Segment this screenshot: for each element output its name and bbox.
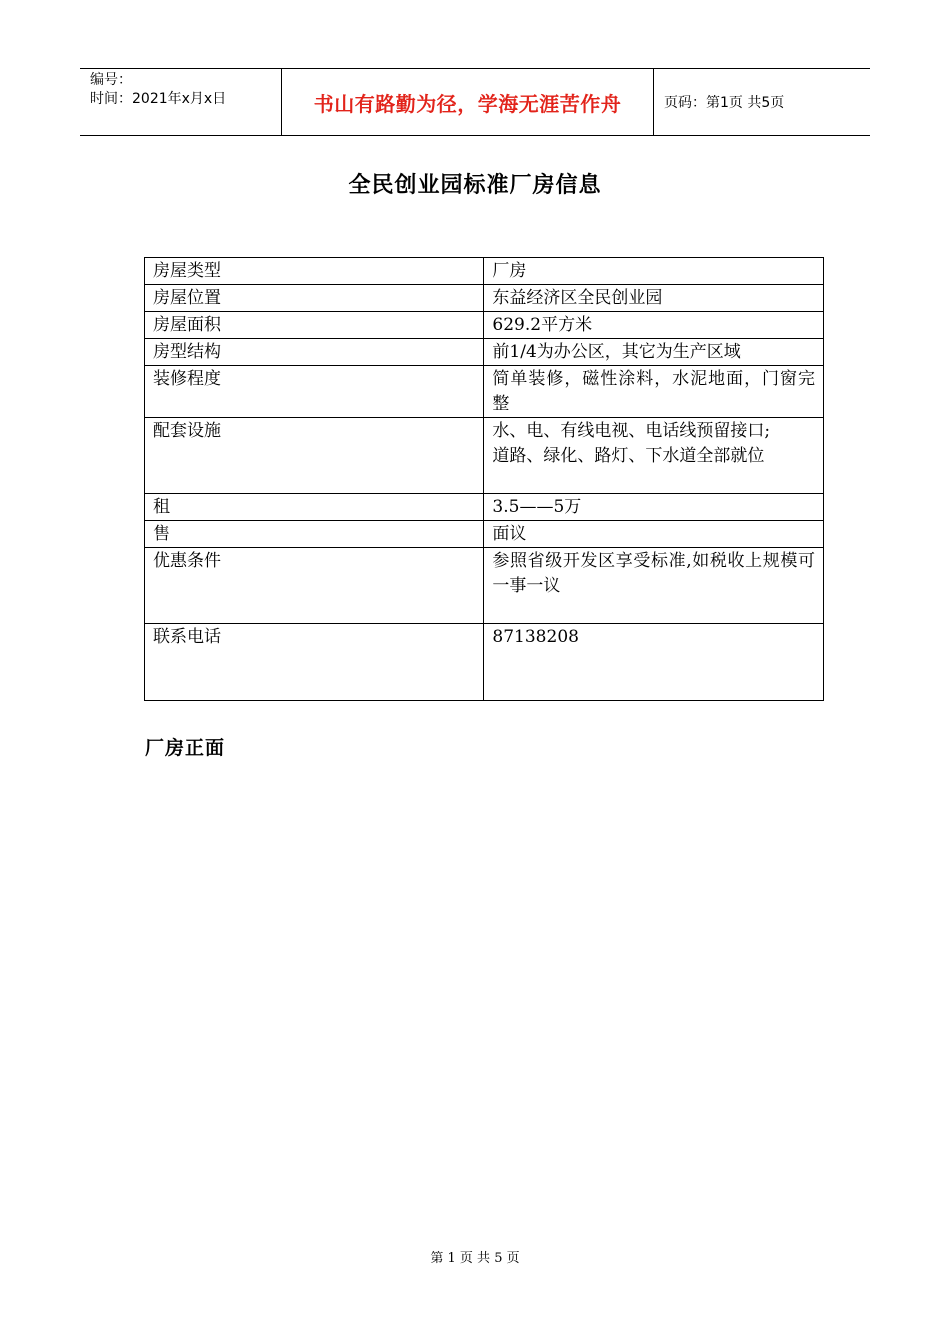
table-row	[145, 494, 824, 521]
table-row	[145, 521, 824, 548]
row-key: 优惠条件	[145, 548, 484, 624]
row-value: 面议	[484, 521, 824, 548]
row-key: 售	[145, 521, 484, 548]
header-page-info: 页码：第1页 共5页	[664, 95, 785, 111]
row-value: 厂房	[484, 258, 824, 285]
row-value: 629.2平方米	[484, 312, 824, 339]
row-key: 房型结构	[145, 339, 484, 366]
header-time-label: 时间：2021年x月x日	[90, 91, 227, 107]
row-value-line: 道路、绿化、路灯、下水道全部就位	[492, 446, 765, 466]
row-value: 3.5——5万	[484, 494, 824, 521]
property-info-table	[144, 257, 824, 701]
row-key: 装修程度	[145, 366, 484, 418]
table-row	[145, 339, 824, 366]
row-value: 87138208	[484, 624, 824, 701]
row-value: 参照省级开发区享受标准,如税收上规模可一事一议	[484, 548, 824, 624]
header-meta	[80, 69, 282, 135]
page-header	[80, 68, 870, 136]
document-title: 全民创业园标准厂房信息	[348, 173, 602, 198]
row-key: 租	[145, 494, 484, 521]
row-value-line: 水、电、有线电视、电话线预留接口;	[492, 421, 771, 441]
row-value: 东益经济区全民创业园	[484, 285, 824, 312]
row-value: 简单装修，磁性涂料，水泥地面，门窗完整	[484, 366, 824, 418]
row-key: 联系电话	[145, 624, 484, 701]
header-number-label: 编号：	[90, 72, 132, 88]
row-key: 房屋面积	[145, 312, 484, 339]
section-heading: 厂房正面	[145, 737, 226, 759]
table-row	[145, 285, 824, 312]
table-row	[145, 258, 824, 285]
row-value	[484, 418, 824, 494]
table-row	[145, 418, 824, 494]
row-key: 房屋位置	[145, 285, 484, 312]
table-row	[145, 366, 824, 418]
table-row	[145, 548, 824, 624]
header-motto: 书山有路勤为径，学海无涯苦作舟	[282, 69, 654, 135]
table-row	[145, 624, 824, 701]
table-row	[145, 312, 824, 339]
page-footer: 第 1 页 共 5 页	[430, 1251, 520, 1266]
row-key: 配套设施	[145, 418, 484, 494]
row-key: 房屋类型	[145, 258, 484, 285]
row-value: 前1/4为办公区，其它为生产区域	[484, 339, 824, 366]
